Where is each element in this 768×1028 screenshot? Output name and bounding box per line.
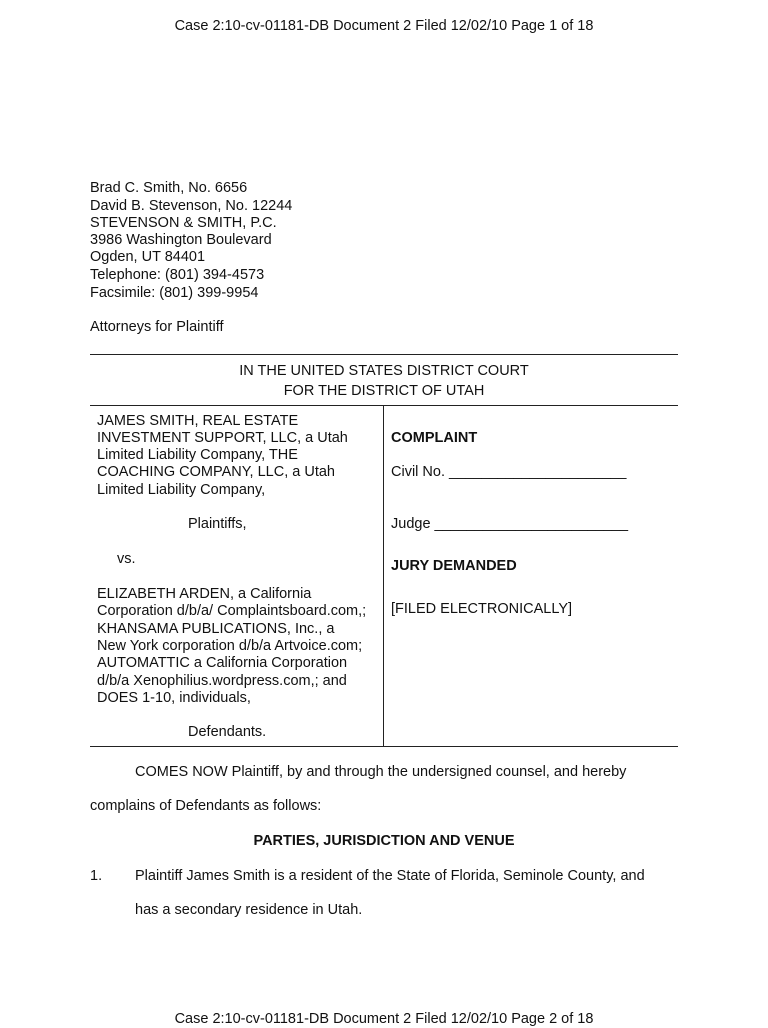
paragraph-text: Plaintiff James Smith is a resident of the State of Florida, Seminole County, and	[135, 868, 645, 884]
plaintiffs-label: Plaintiffs,	[188, 516, 247, 532]
caption-defendant-line: AUTOMATTIC a California Corporation	[97, 655, 348, 671]
caption-plaintiff-line: INVESTMENT SUPPORT, LLC, a Utah	[97, 430, 348, 446]
attorney-line: David B. Stevenson, No. 12244	[90, 198, 293, 214]
civil-number-field: Civil No. ______________________	[391, 464, 627, 480]
judge-field: Judge ________________________	[391, 516, 629, 532]
paragraph-number: 1.	[90, 868, 103, 884]
attorney-line: 3986 Washington Boulevard	[90, 232, 272, 248]
caption-defendant-line: ELIZABETH ARDEN, a California	[97, 586, 312, 602]
caption-defendant-line: Corporation d/b/a/ Complaintsboard.com,;	[97, 603, 367, 619]
court-title-line1: IN THE UNITED STATES DISTRICT COURT	[239, 363, 529, 379]
caption-plaintiff-line: COACHING COMPANY, LLC, a Utah	[97, 464, 335, 480]
caption-defendant-line: d/b/a Xenophilius.wordpress.com,; and	[97, 673, 347, 689]
next-page-header: Case 2:10-cv-01181-DB Document 2 Filed 12/02/10 Page 2 of 18	[174, 1011, 594, 1027]
jury-demanded-label: JURY DEMANDED	[391, 558, 517, 574]
attorney-line: STEVENSON & SMITH, P.C.	[90, 215, 277, 231]
intro-line: COMES NOW Plaintiff, by and through the undersigned counsel, and hereby	[135, 764, 627, 780]
caption-defendant-line: KHANSAMA PUBLICATIONS, Inc., a	[97, 621, 335, 637]
caption-defendant-line: New York corporation d/b/a Artvoice.com;	[97, 638, 363, 654]
caption-defendant-line: DOES 1-10, individuals,	[97, 690, 251, 706]
attorney-line: Telephone: (801) 394-4573	[90, 267, 265, 283]
attorney-line: Brad C. Smith, No. 6656	[90, 180, 248, 196]
paragraph-text: has a secondary residence in Utah.	[135, 902, 363, 918]
section-heading: PARTIES, JURISDICTION AND VENUE	[253, 833, 515, 849]
caption-plaintiff-line: JAMES SMITH, REAL ESTATE	[97, 413, 299, 429]
attorneys-for-label: Attorneys for Plaintiff	[90, 319, 224, 335]
caption-column-divider	[383, 405, 384, 746]
attorney-line: Ogden, UT 84401	[90, 249, 206, 265]
divider-caption-top	[90, 405, 678, 406]
court-title-line2: FOR THE DISTRICT OF UTAH	[283, 383, 485, 399]
page-header: Case 2:10-cv-01181-DB Document 2 Filed 12/02/10 Page 1 of 18	[174, 18, 594, 34]
attorney-line: Facsimile: (801) 399-9954	[90, 285, 259, 301]
versus-label: vs.	[117, 551, 136, 567]
divider-caption-bottom	[90, 746, 678, 747]
defendants-label: Defendants.	[188, 724, 267, 740]
intro-line: complains of Defendants as follows:	[90, 798, 322, 814]
filed-electronically-label: [FILED ELECTRONICALLY]	[391, 601, 573, 617]
complaint-title: COMPLAINT	[391, 430, 478, 446]
caption-plaintiff-line: Limited Liability Company,	[97, 482, 266, 498]
divider-top	[90, 354, 678, 355]
caption-plaintiff-line: Limited Liability Company, THE	[97, 447, 298, 463]
